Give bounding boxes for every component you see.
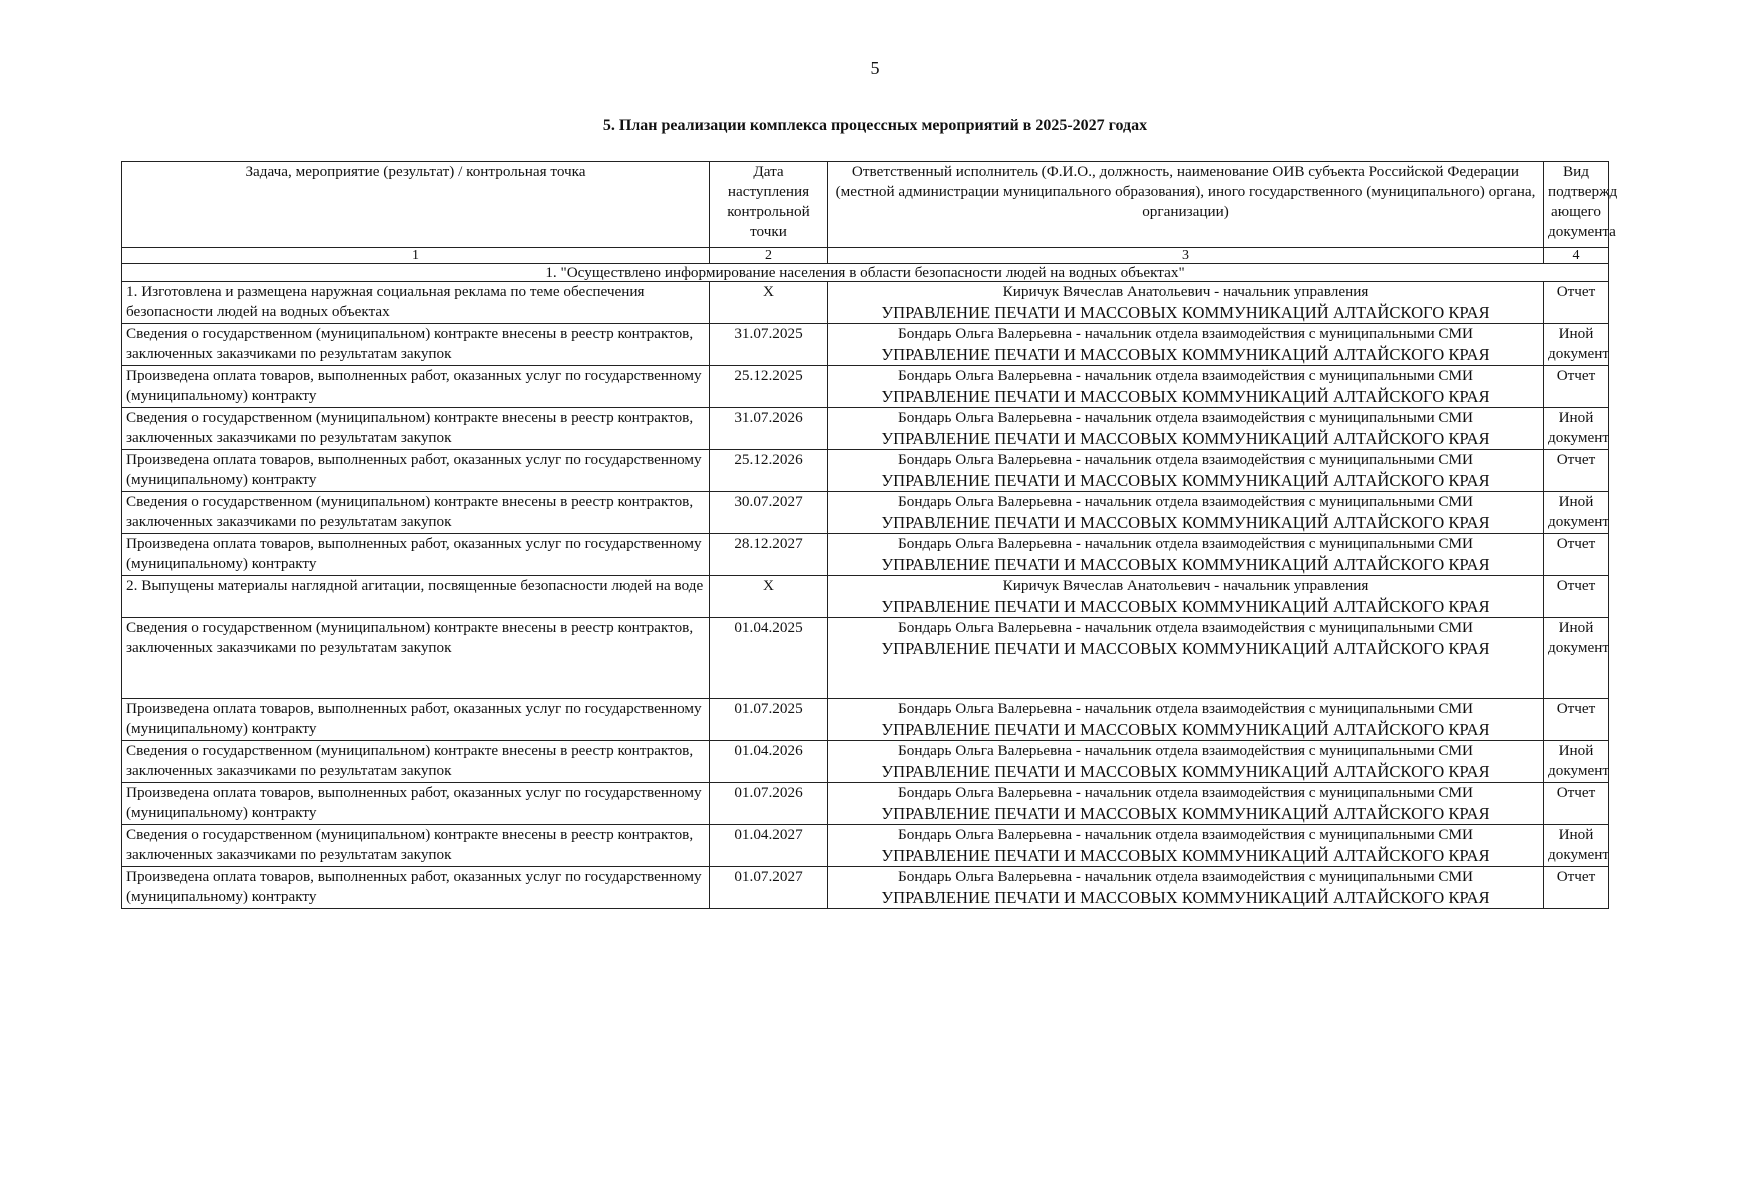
header-doc-line: Вид <box>1563 163 1589 180</box>
header-date-line: контрольной <box>727 203 810 220</box>
table-row <box>122 867 1609 909</box>
responsible-name: Бондарь Ольга Валерьевна - начальник отдела взаимодействия с муниципальными СМИ <box>898 409 1473 426</box>
document-type-cell: Отчет <box>1544 450 1609 492</box>
document-type-cell: Иной документ <box>1544 825 1609 867</box>
date-cell: 01.04.2025 <box>710 618 828 699</box>
date-cell: 01.04.2027 <box>710 825 828 867</box>
table-row <box>122 699 1609 741</box>
responsible-name: Бондарь Ольга Валерьевна - начальник отдела взаимодействия с муниципальными СМИ <box>898 451 1473 468</box>
responsible-org: УПРАВЛЕНИЕ ПЕЧАТИ И МАССОВЫХ КОММУНИКАЦИЙ АЛТАЙСКОГО КРАЯ <box>881 513 1490 532</box>
date-cell: 01.07.2027 <box>710 867 828 909</box>
task-cell: Сведения о государственном (муниципальном) контракте внесены в реестр контрактов, заключенных заказчиками по результатам закупок <box>122 741 710 783</box>
column-number: 2 <box>710 248 828 264</box>
responsible-cell <box>828 867 1544 909</box>
document-type-cell: Иной документ <box>1544 741 1609 783</box>
responsible-name: Бондарь Ольга Валерьевна - начальник отдела взаимодействия с муниципальными СМИ <box>898 700 1473 717</box>
document-type-cell: Иной документ <box>1544 324 1609 366</box>
responsible-name: Бондарь Ольга Валерьевна - начальник отдела взаимодействия с муниципальными СМИ <box>898 742 1473 759</box>
header-doc-line: подтвержд <box>1548 183 1618 200</box>
responsible-cell <box>828 366 1544 408</box>
plan-table <box>121 161 1618 909</box>
responsible-org: УПРАВЛЕНИЕ ПЕЧАТИ И МАССОВЫХ КОММУНИКАЦИЙ АЛТАЙСКОГО КРАЯ <box>881 846 1490 865</box>
responsible-org: УПРАВЛЕНИЕ ПЕЧАТИ И МАССОВЫХ КОММУНИКАЦИЙ АЛТАЙСКОГО КРАЯ <box>881 555 1490 574</box>
table-row <box>122 534 1609 576</box>
responsible-name: Бондарь Ольга Валерьевна - начальник отдела взаимодействия с муниципальными СМИ <box>898 619 1473 636</box>
responsible-name: Киричук Вячеслав Анатольевич - начальник управления <box>1002 577 1369 594</box>
responsible-org: УПРАВЛЕНИЕ ПЕЧАТИ И МАССОВЫХ КОММУНИКАЦИЙ АЛТАЙСКОГО КРАЯ <box>881 303 1490 322</box>
responsible-cell <box>828 282 1544 324</box>
document-type-cell: Отчет <box>1544 699 1609 741</box>
responsible-cell <box>828 534 1544 576</box>
table-row <box>122 366 1609 408</box>
document-type-cell: Иной документ <box>1544 618 1609 699</box>
column-number: 3 <box>828 248 1544 264</box>
page-number: 5 <box>870 58 880 78</box>
section-row <box>122 264 1609 282</box>
table-row <box>122 324 1609 366</box>
date-cell: X <box>710 576 828 618</box>
responsible-org: УПРАВЛЕНИЕ ПЕЧАТИ И МАССОВЫХ КОММУНИКАЦИЙ АЛТАЙСКОГО КРАЯ <box>881 387 1490 406</box>
document-type-cell: Отчет <box>1544 576 1609 618</box>
document-type-cell: Отчет <box>1544 534 1609 576</box>
date-cell: X <box>710 282 828 324</box>
responsible-cell <box>828 783 1544 825</box>
responsible-name: Бондарь Ольга Валерьевна - начальник отдела взаимодействия с муниципальными СМИ <box>898 325 1473 342</box>
table-row <box>122 492 1609 534</box>
header-responsible: Ответственный исполнитель (Ф.И.О., должность, наименование ОИВ субъекта Российской Федерации (местной администрации муниципального образования), иного государственного (муниципального) органа, организации) <box>828 162 1544 248</box>
responsible-cell <box>828 618 1544 699</box>
task-cell: 1. Изготовлена и размещена наружная социальная реклама по теме обеспечения безопасности людей на водных объектах <box>122 282 710 324</box>
date-cell: 31.07.2025 <box>710 324 828 366</box>
document-type-cell: Иной документ <box>1544 492 1609 534</box>
table-row <box>122 408 1609 450</box>
responsible-org: УПРАВЛЕНИЕ ПЕЧАТИ И МАССОВЫХ КОММУНИКАЦИЙ АЛТАЙСКОГО КРАЯ <box>881 429 1490 448</box>
page-title: 5. План реализации комплекса процессных мероприятий в 2025-2027 годах <box>602 117 1148 134</box>
column-number: 1 <box>122 248 710 264</box>
task-cell: Произведена оплата товаров, выполненных работ, оказанных услуг по государственному (муниципальному) контракту <box>122 783 710 825</box>
header-task: Задача, мероприятие (результат) / контрольная точка <box>122 162 710 248</box>
column-number-row <box>122 248 1609 264</box>
responsible-org: УПРАВЛЕНИЕ ПЕЧАТИ И МАССОВЫХ КОММУНИКАЦИЙ АЛТАЙСКОГО КРАЯ <box>881 762 1490 781</box>
table-row <box>122 783 1609 825</box>
table-row <box>122 741 1609 783</box>
document-type-cell: Отчет <box>1544 282 1609 324</box>
section-title: 1. "Осуществлено информирование населения в области безопасности людей на водных объектах" <box>122 264 1609 282</box>
responsible-org: УПРАВЛЕНИЕ ПЕЧАТИ И МАССОВЫХ КОММУНИКАЦИЙ АЛТАЙСКОГО КРАЯ <box>881 888 1490 907</box>
header-doc-line: ающего <box>1551 203 1601 220</box>
task-cell: Сведения о государственном (муниципальном) контракте внесены в реестр контрактов, заключенных заказчиками по результатам закупок <box>122 825 710 867</box>
responsible-org: УПРАВЛЕНИЕ ПЕЧАТИ И МАССОВЫХ КОММУНИКАЦИЙ АЛТАЙСКОГО КРАЯ <box>881 639 1490 658</box>
responsible-name: Бондарь Ольга Валерьевна - начальник отдела взаимодействия с муниципальными СМИ <box>898 493 1473 510</box>
header-date-line: наступления <box>727 183 810 200</box>
responsible-cell <box>828 450 1544 492</box>
responsible-cell <box>828 324 1544 366</box>
responsible-name: Бондарь Ольга Валерьевна - начальник отдела взаимодействия с муниципальными СМИ <box>898 367 1473 384</box>
header-doc <box>1544 162 1618 248</box>
date-cell: 25.12.2026 <box>710 450 828 492</box>
document-type-cell: Отчет <box>1544 783 1609 825</box>
task-cell: Произведена оплата товаров, выполненных работ, оказанных услуг по государственному (муниципальному) контракту <box>122 699 710 741</box>
responsible-cell <box>828 408 1544 450</box>
responsible-name: Бондарь Ольга Валерьевна - начальник отдела взаимодействия с муниципальными СМИ <box>898 868 1473 885</box>
table-row <box>122 825 1609 867</box>
document-type-cell: Отчет <box>1544 867 1609 909</box>
date-cell: 28.12.2027 <box>710 534 828 576</box>
responsible-org: УПРАВЛЕНИЕ ПЕЧАТИ И МАССОВЫХ КОММУНИКАЦИЙ АЛТАЙСКОГО КРАЯ <box>881 597 1490 616</box>
responsible-cell <box>828 576 1544 618</box>
date-cell: 30.07.2027 <box>710 492 828 534</box>
task-cell: Сведения о государственном (муниципальном) контракте внесены в реестр контрактов, заключенных заказчиками по результатам закупок <box>122 618 710 699</box>
column-number: 4 <box>1544 248 1609 264</box>
table-header-row <box>122 162 1609 248</box>
task-cell: Сведения о государственном (муниципальном) контракте внесены в реестр контрактов, заключенных заказчиками по результатам закупок <box>122 324 710 366</box>
task-cell: 2. Выпущены материалы наглядной агитации, посвященные безопасности людей на воде <box>122 576 710 618</box>
task-cell: Сведения о государственном (муниципальном) контракте внесены в реестр контрактов, заключенных заказчиками по результатам закупок <box>122 408 710 450</box>
date-cell: 01.04.2026 <box>710 741 828 783</box>
task-cell: Произведена оплата товаров, выполненных работ, оказанных услуг по государственному (муниципальному) контракту <box>122 366 710 408</box>
date-cell: 01.07.2025 <box>710 699 828 741</box>
responsible-cell <box>828 825 1544 867</box>
table-row <box>122 450 1609 492</box>
responsible-name: Бондарь Ольга Валерьевна - начальник отдела взаимодействия с муниципальными СМИ <box>898 535 1473 552</box>
date-cell: 01.07.2026 <box>710 783 828 825</box>
date-cell: 25.12.2025 <box>710 366 828 408</box>
header-doc-line: документа <box>1548 223 1616 240</box>
table-row <box>122 282 1609 324</box>
responsible-org: УПРАВЛЕНИЕ ПЕЧАТИ И МАССОВЫХ КОММУНИКАЦИЙ АЛТАЙСКОГО КРАЯ <box>881 345 1490 364</box>
task-cell: Сведения о государственном (муниципальном) контракте внесены в реестр контрактов, заключенных заказчиками по результатам закупок <box>122 492 710 534</box>
responsible-org: УПРАВЛЕНИЕ ПЕЧАТИ И МАССОВЫХ КОММУНИКАЦИЙ АЛТАЙСКОГО КРАЯ <box>881 720 1490 739</box>
task-cell: Произведена оплата товаров, выполненных работ, оказанных услуг по государственному (муниципальному) контракту <box>122 450 710 492</box>
table-row <box>122 618 1609 699</box>
responsible-name: Бондарь Ольга Валерьевна - начальник отдела взаимодействия с муниципальными СМИ <box>898 826 1473 843</box>
task-cell: Произведена оплата товаров, выполненных работ, оказанных услуг по государственному (муниципальному) контракту <box>122 867 710 909</box>
date-cell: 31.07.2026 <box>710 408 828 450</box>
responsible-cell <box>828 699 1544 741</box>
responsible-cell <box>828 492 1544 534</box>
document-type-cell: Отчет <box>1544 366 1609 408</box>
task-cell: Произведена оплата товаров, выполненных работ, оказанных услуг по государственному (муниципальному) контракту <box>122 534 710 576</box>
responsible-org: УПРАВЛЕНИЕ ПЕЧАТИ И МАССОВЫХ КОММУНИКАЦИЙ АЛТАЙСКОГО КРАЯ <box>881 471 1490 490</box>
responsible-org: УПРАВЛЕНИЕ ПЕЧАТИ И МАССОВЫХ КОММУНИКАЦИЙ АЛТАЙСКОГО КРАЯ <box>881 804 1490 823</box>
header-date-line: точки <box>750 223 787 240</box>
header-date-line: Дата <box>753 163 784 180</box>
table-row <box>122 576 1609 618</box>
header-date <box>710 162 828 248</box>
responsible-name: Бондарь Ольга Валерьевна - начальник отдела взаимодействия с муниципальными СМИ <box>898 784 1473 801</box>
responsible-cell <box>828 741 1544 783</box>
responsible-name: Киричук Вячеслав Анатольевич - начальник управления <box>1002 283 1369 300</box>
document-type-cell: Иной документ <box>1544 408 1609 450</box>
